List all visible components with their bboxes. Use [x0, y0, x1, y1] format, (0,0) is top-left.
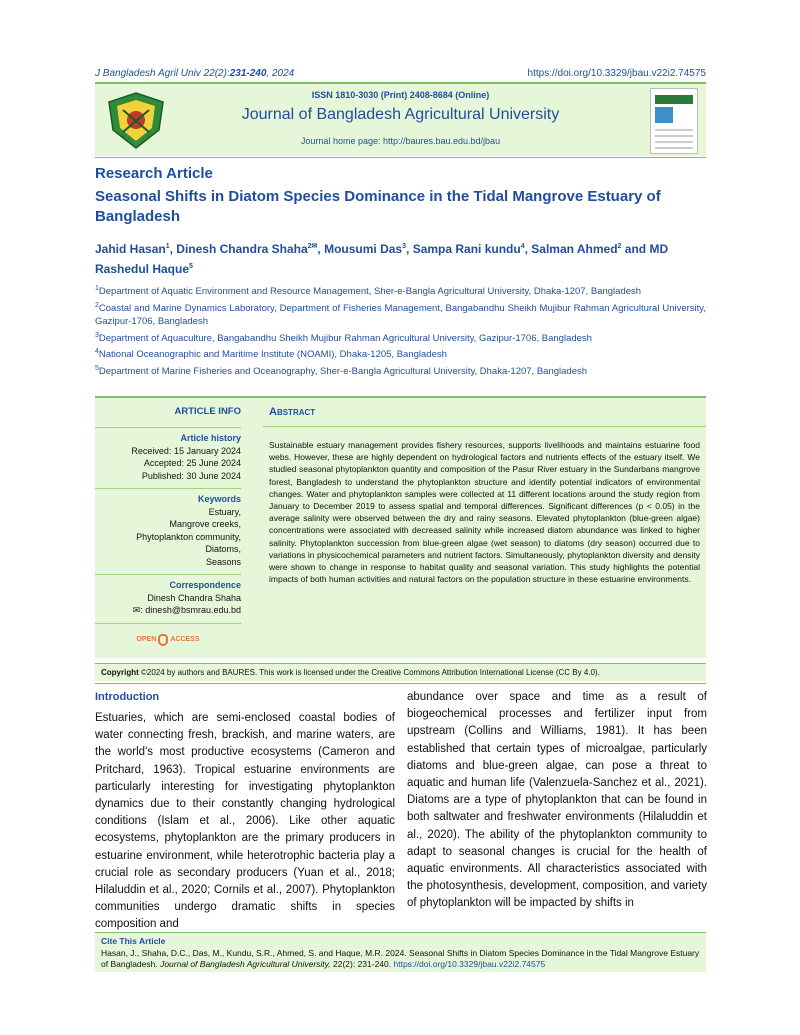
abstract: [263, 398, 706, 585]
author: Jahid Hasan: [95, 242, 166, 256]
body-text-column-2: abundance over space and time as a result of biogeochemical processes and fertilizer input from upstream (Collins and Williams, 1981). It has been established that certain types of microalgae, particularly diatoms and blue-green algae, can pose a threat to aquatic and human life (Valenzuela-Sanchez et al., 2021). Diatoms are a type of phytoplankton that can be found in both saltwater and freshwater environments (Hilaluddin et al., 2020). The ability of the phytoplankton community to adapt to seasonal changes is crucial for the health of aquatic environments. All characteristics associated with the photosynthesis, development, composition, and variety of phytoplankton will be impacted by shifts in: [407, 691, 707, 910]
keyword: Seasons: [205, 556, 241, 567]
keyword: Phytoplankton community,: [136, 531, 241, 542]
running-header: [95, 68, 706, 79]
cite-this-article: Cite This Article Hasan, J., Shaha, D.C., Das, M., Kundu, S.R., Ahmed, S. and Haque, M.R. 2024. Seasonal Shifts in Diatom Species Dominance in the Tidal Mangrove Estuary of Bangladesh. Journal of Bangladesh Agricultural University, 22(2): 231-240. https://doi.org/10.3329/jbau.v22i2.74575: [95, 932, 706, 972]
divider: [95, 683, 706, 684]
open-access-badge: OPEN ACCESS: [95, 623, 241, 647]
divider: [95, 157, 706, 158]
affiliation: $^2$Coastal and Marine Dynamics Laboratory, Department of Fisheries Management, Bangabandhu Sheikh Mujibur Rahman Agricultural University, Gazipur-1706, Bangladesh: [95, 301, 706, 328]
author: Mousumi Das: [324, 242, 403, 256]
copyright-notice: Copyright ©2024 by authors and BAURES. This work is licensed under the Creative Commons Attribution International License (CC By 4.0).: [95, 663, 706, 681]
author: Salman Ahmed: [531, 242, 618, 256]
affiliation: $^4$National Oceanographic and Maritime Institute (NOAMI), Dhaka-1205, Bangladesh: [95, 348, 447, 361]
body-text-column-1: Estuaries, which are semi-enclosed coastal bodies of water connecting fresh, brackish, and marine waters, are the world's most productive ecosystems (Cameron and Pritchard, 1963). Tropical estuarine environments are particularly interesting for investigating phytoplankton dynamics due to their constantly changing hydrological conditions (Islam et al., 2006). Like other aquatic ecosystems, phytoplankton are the primary producers in estuarine environment, while heterotrophic bacteria play a crucial role as secondary producers (Yuan et al., 2018; Hilaluddin et al., 2020; Cornils et al., 2007). Phytoplankton communities undergo dramatic shifts in species composition and: [95, 712, 395, 931]
issn: ISSN 1810-3030 (Print) 2408-8684 (Online): [311, 90, 490, 100]
article-history: Article history Received: 15 January 2024 Accepted: 25 June 2024 Published: 30 June 2024: [95, 427, 241, 482]
affiliation: $^1$Department of Aquatic Environment and Resource Management, Sher-e-Bangla Agricultural University, Dhaka-1207, Bangladesh: [95, 285, 642, 298]
email-icon: ✉:: [132, 605, 143, 615]
journal-header: [95, 82, 706, 156]
article-info: [95, 398, 247, 658]
abstract-text: Sustainable estuary management provides fishery resources, supports livelihoods and maintains estuarine food webs. However, these are highly dependent on hydrological factors and nutrients effects of the estuary itself. We studied seasonal phytoplankton quantity and composition of the Pasur River estuary in the Sundarbans mangrove forest, Bangladesh to understand the phytoplankton structure and identify potential indicators of environmental changes. Water and phytoplankton samples were collected at 11 different locations around the study region from January to December 2019 to assess spatial and temporal differences. Significant differences (p < 0.05) in the average salinity were observed between the dry and rainy seasons. Elevated phytoplankton (blue-green algae) concentrations were associated with decreased salinity while increased diatom abundance was linked to higher salinity. Phytoplankton succession from blue-green algae (wet season) to diatoms (dry season) occurred due to variations in physicochemical parameters and nutrient factors. Simultaneously, phytoplankton diversity and density were shown to change in response to habitat quality and seasonal variation. This study highlights the potential impacts of both human activities and natural factors on the population structure in these estuarine environments.: [269, 440, 700, 585]
journal-cover-thumbnail: [650, 88, 698, 154]
author: Sampa Rani kundu: [412, 242, 521, 256]
doi-link[interactable]: https://doi.org/10.3329/jbau.v22i2.74575: [527, 68, 706, 79]
author-list: Jahid Hasan$^1$, Dinesh Chandra Shaha$^{2✉}$, Mousumi Das$^3$, Sampa Rani kundu$^4$, Salman Ahmed$^2$ and MD Rashedul Haque$^5$: [95, 242, 669, 276]
article-info-abstract-box: [95, 396, 706, 658]
affiliation: $^5$Department of Marine Fisheries and Oceanography, Sher-e-Bangla Agricultural University, Dhaka-1207, Bangladesh: [95, 365, 588, 378]
keyword: Diatoms,: [205, 544, 241, 554]
correspondence: Correspondence Dinesh Chandra Shaha ✉: dinesh@bsmrau.edu.bd: [95, 574, 241, 617]
corr-email[interactable]: dinesh@bsmrau.edu.bd: [145, 605, 241, 615]
section-heading-introduction: Introduction: [95, 691, 160, 703]
keywords: Keywords Estuary, Mangrove creeks, Phytoplankton community, Diatoms, Seasons: [95, 488, 241, 568]
cite-doi-link[interactable]: https://doi.org/10.3329/jbau.v22i2.74575: [393, 959, 546, 969]
article-title: Seasonal Shifts in Diatom Species Dominance in the Tidal Mangrove Estuary of Bangladesh: [95, 188, 661, 225]
author: MD Rashedul Haque: [95, 242, 669, 276]
article-info-title: ARTICLE INFO: [174, 406, 241, 417]
keyword: Mangrove creeks,: [169, 519, 241, 529]
journal-citation: J Bangladesh Agril Univ 22(2):231-240, 2024: [95, 68, 295, 79]
author: Dinesh Chandra Shaha: [176, 242, 308, 256]
affiliations: [95, 282, 706, 379]
journal-homepage[interactable]: Journal home page: http://baures.bau.edu.bd/jbau: [300, 136, 501, 146]
affiliation: $^3$Department of Aquaculture, Bangabandhu Sheikh Mujibur Rahman Agricultural University, Gazipur-1706, Bangladesh: [95, 331, 592, 344]
article-type: Research Article: [95, 165, 213, 182]
open-lock-icon: [158, 634, 168, 646]
journal-title: Journal of Bangladesh Agricultural University: [241, 106, 560, 123]
keyword: Estuary,: [208, 506, 241, 517]
abstract-heading: Abstract: [263, 398, 706, 427]
